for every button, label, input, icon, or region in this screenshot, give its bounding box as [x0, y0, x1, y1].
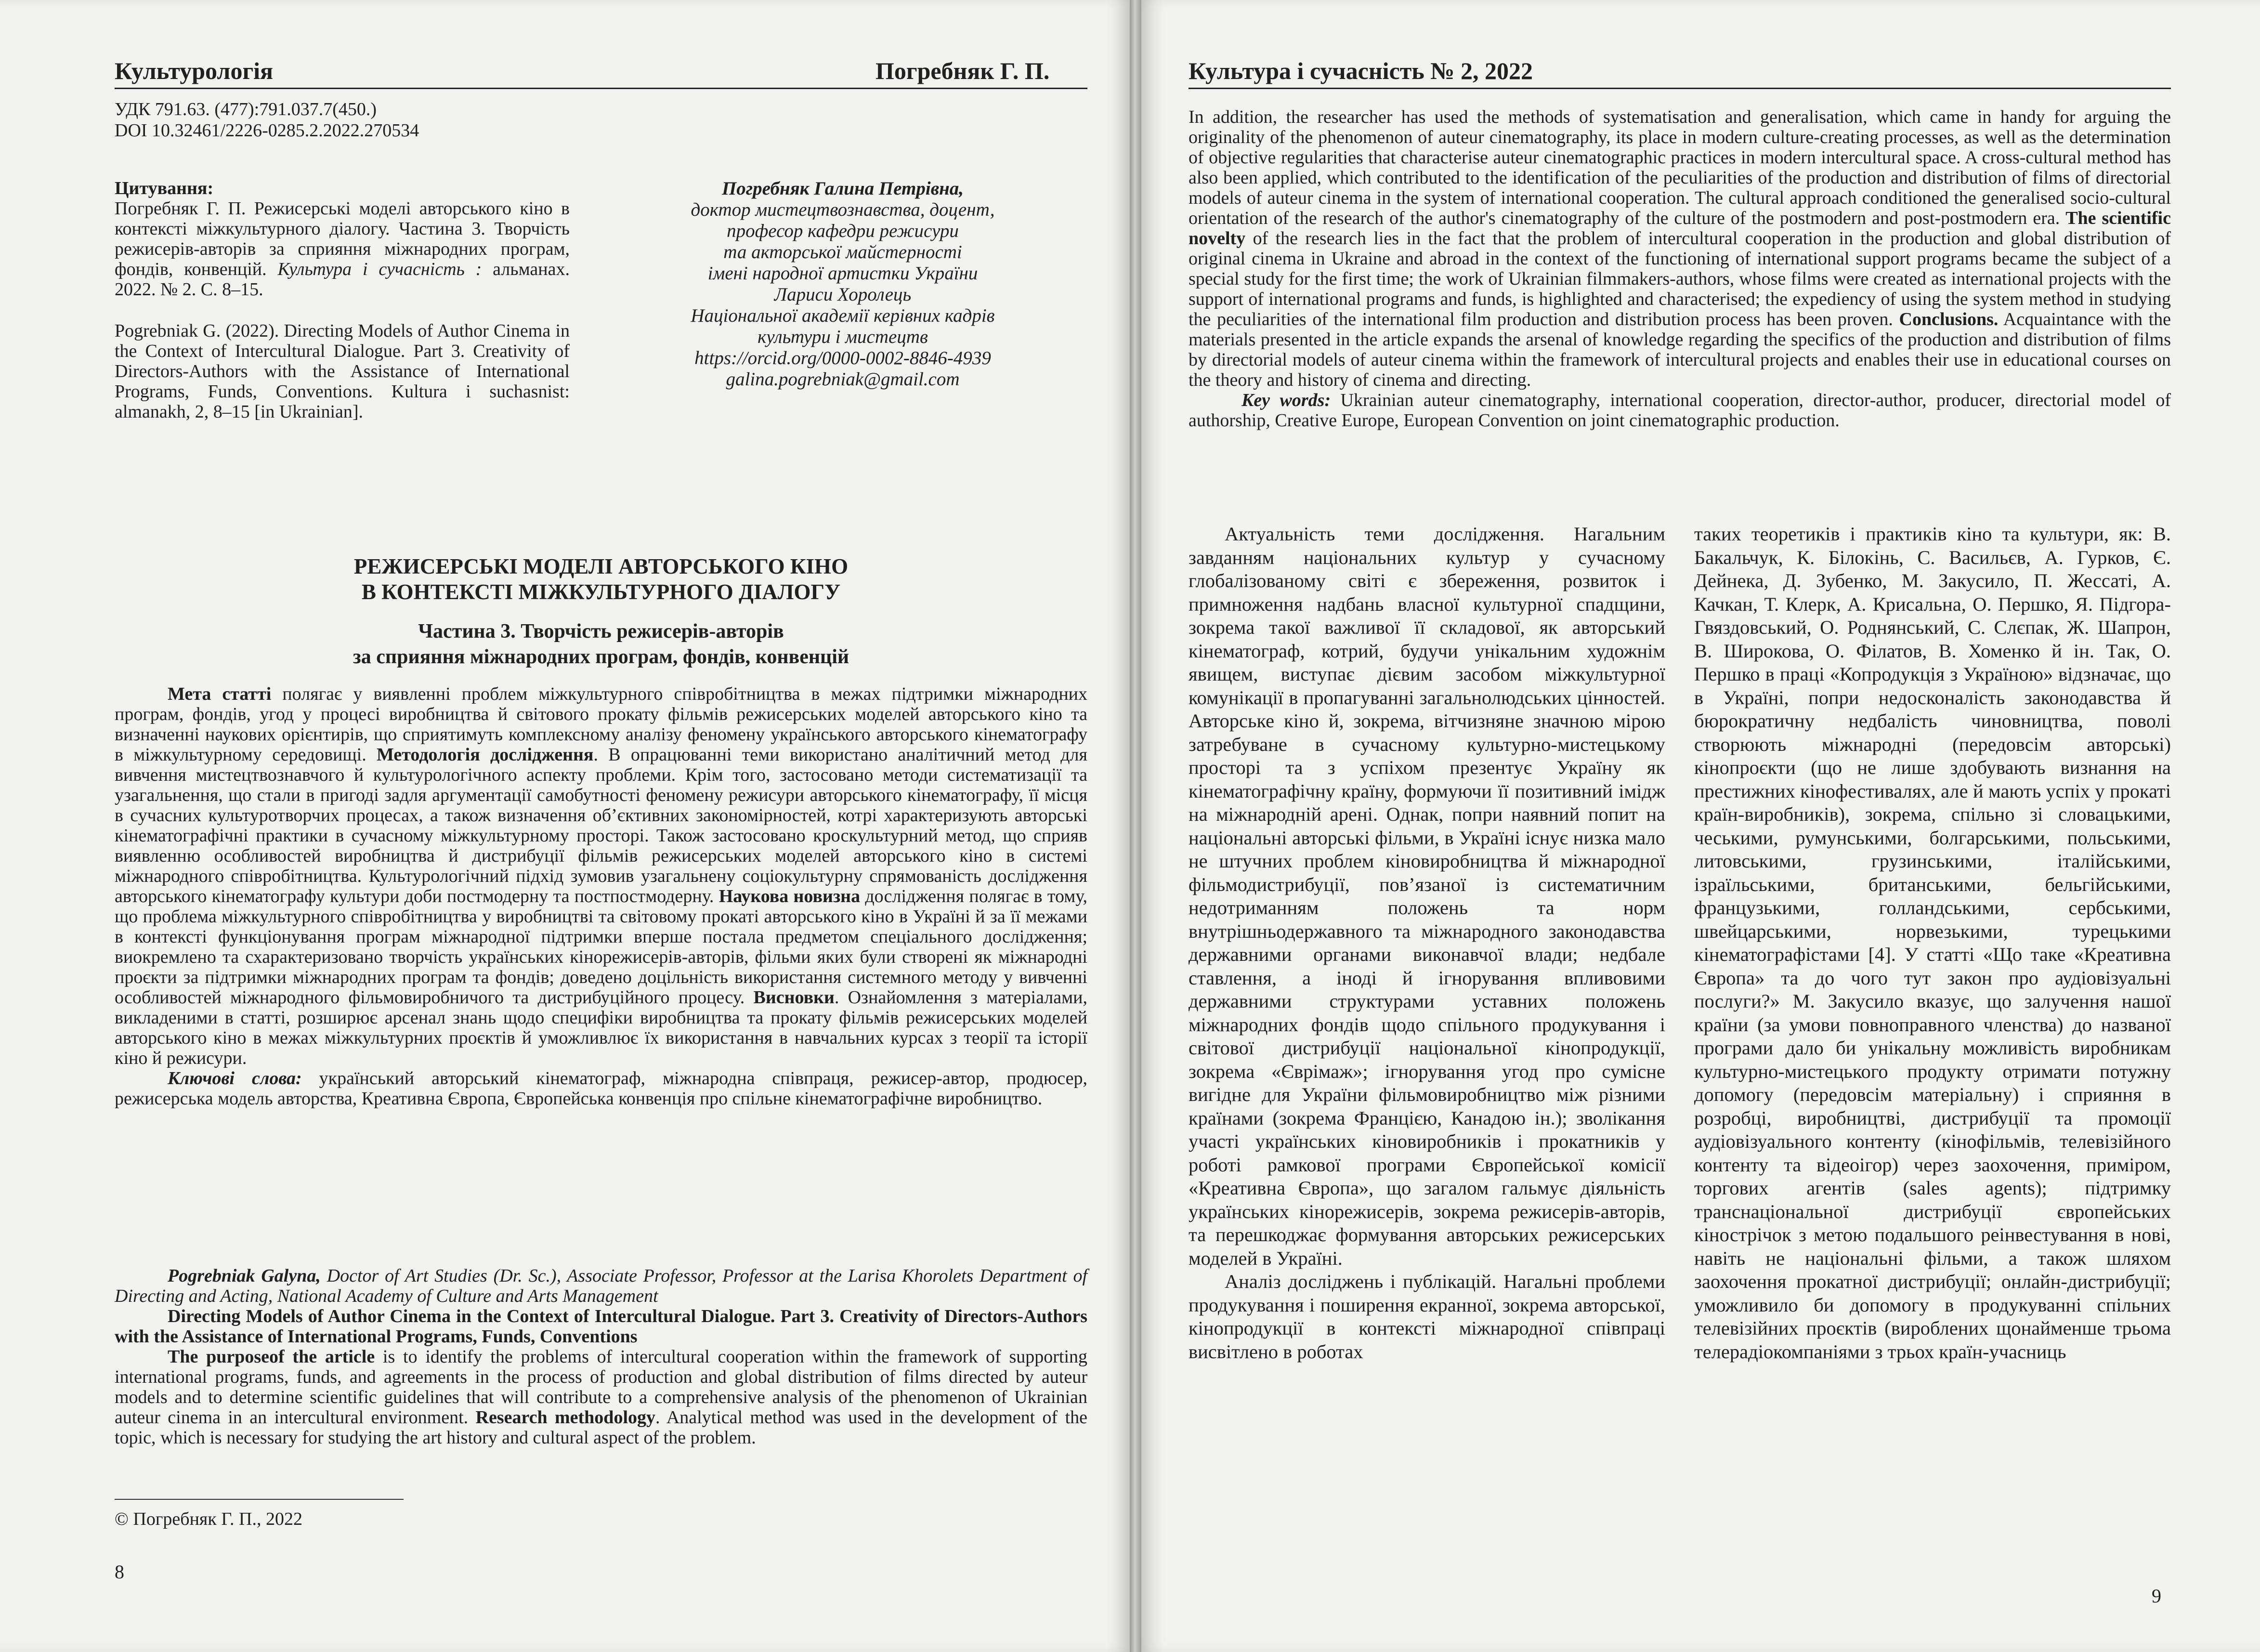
abstract-en: The purposeof the article is to identify the problems of intercultural cooperation within the framework of supporting international programs, funds, and agreements in the process of production and global distribution of films directed by auteur models and to determine scientific guidelines that will contribute to a comprehensive analysis of the phenomenon of Ukrainian auteur cinema in an intercultural environment. Research methodology. Analytical method was used in the development of the topic, which is necessary for studying the art history and cultural aspect of the problem. — [115, 1347, 1087, 1448]
footnote-rule — [115, 1499, 404, 1500]
author-line: доктор мистецтвознавства, доцент, — [691, 199, 995, 220]
copyright: © Погребняк Г. П., 2022 — [115, 1509, 303, 1529]
title-en: Directing Models of Author Cinema in the Context of Intercultural Dialogue. Part 3. Creativity of Directors-Authors with the Assistance of International Programs, Funds, Conventions — [115, 1306, 1087, 1347]
udc: УДК 791.63. (477):791.037.7(450.) — [115, 99, 377, 119]
header-rule — [1189, 88, 2171, 89]
citation-en: Pogrebniak G. (2022). Directing Models of Author Cinema in the Context of Intercultural Dialogue. Part 3. Creativity of Directors-Authors with the Assistance of International Programs, Funds, Conventions. Kultura i suchasnist: almanakh, 2, 8–15 [in Ukrainian]. — [115, 321, 570, 422]
subtitle-line: за сприяння міжнародних програм, фондів, конвенцій — [353, 646, 849, 668]
author-en: Pogrebniak Galyna, Doctor of Art Studies (Dr. Sc.), Associate Professor, Professor at the Larisa Khorolets Department of Directing and Acting, National Academy of Culture and Arts Management — [115, 1266, 1087, 1306]
page-number: 8 — [115, 1561, 124, 1583]
abstract-en-cont: In addition, the researcher has used the methods of systematisation and generalisation, which came in handy for arguing the originality of the phenomenon of auteur cinematography, its place in modern culture-creating processes, as well as the determination of objective regularities that characterise auteur cinematographic practices in modern intercultural space. A cross-cultural method has also been applied, which contributed to the identification of the peculiarities of the production and distribution of films of directorial models of auteur cinema in the system of international cooperation. The cultural approach conditioned the generalised socio-cultural orientation of the research of the author's cinematography of the culture of the postmodern and post-postmodern era. The scientific novelty of the research lies in the fact that the problem of intercultural cooperation in the production and global distribution of original cinema in Ukraine and abroad in the context of the functioning of international support programs became the subject of a special study for the first time; the work of Ukrainian filmmakers-authors, whose films were created as international projects with the support of international programs and funds, is highlighted and characterised; the expediency of using the system method in studying the peculiarities of the international film production and distribution process has been proven. Conclusions. Acquaintance with the materials presented in the article expands the arsenal of knowledge regarding the specifics of the production and distribution of films by directorial models of auteur cinema within the framework of intercultural projects and enables their use in educational courses on the theory and history of cinema and directing. Key words: Ukrainian auteur cinematography, international cooperation, director-author, producer, directorial model of authorship, Creative Europe, European Convention on joint cinematographic production. — [1189, 107, 2171, 431]
doi: DOI 10.32461/2226-0285.2.2022.270534 — [115, 120, 419, 141]
author-line: професор кафедри режисури — [727, 221, 959, 241]
body-paragraph: таких теоретиків і практиків кіно та культури, як: В. Бакальчук, К. Білокінь, С. Васильєв, А. Гурков, Є. Дейнека, Д. Зубенко, М. Закусило, П. Жессаті, А. Качкан, Т. Клерк, А. Крисальна, О. Першко, Я. Підгора-Гвяздовський, О. Роднянський, С. Слєпак, Ж. Шапрон, В. Широкова, О. Філатов, В. Хоменко й ін. Так, О. Першко в праці «Копродукція з Україною» відзначає, що в Україні, попри недосконалість законодавства й бюрократичну недбалість чиновництва, поволі створюють міжнародні (передовсім авторські) кінопроєкти (що не лише здобувають визнання на престижних кінофестивалях, але й мають успіх у прокаті країн-виробників), зокрема, спільно зі словацькими, чеськими, румунськими, болгарськими, польськими, литовськими, грузинськими, італійськими, ізраїльськими, британськими, бельгійськими, французькими, голландськими, сербськими, швейцарськими, норвезькими, турецькими кінематографістами [4]. У статті «Що таке «Креативна Європа» та до чого тут закон про аудіовізуальні послуги?» М. Закусило вказує, що залучення нашої країни (за умови повноправного членства) до названої програми дало би унікальну можливість виробникам культурно-мистецького продукту отримати потужну допомогу (передовсім матеріальну) і сприяння в розробці, виробництві, дистрибуції та промоції аудіовізуального контенту (кінофільмів, телевізійного контенту та відеоігор) через заохочення, приміром, торгових агентів (sales agents); підтримку транснаціональної дистрибуції європейських кінострічок з метою подальшого реінвестування в нові, навіть не національні фільми, а також шляхом заохочення прокатної дистрибуції; онлайн-дистрибуції; уможливило би допомогу в продукуванні спільних телевізійних проєктів (вироблених щонайменше трьома телерадіокомпаніями з трьох країн-учасниць — [1694, 523, 2171, 1363]
author-line: Національної академії керівних кадрів — [691, 305, 995, 326]
author-name: Погребняк Галина Петрівна, — [721, 178, 964, 199]
author-line: імені народної артистки України — [707, 263, 978, 284]
keywords-ua: Ключові слова: український авторський кінематограф, міжнародна співпраця, режисер-автор, продюсер, режисерська модель авторства, Креативна Європа, Європейська конвенція про спільне кінематографічне виробництво. — [115, 1068, 1088, 1109]
body-column-1 — [1189, 523, 1665, 1364]
header-rule — [115, 88, 1087, 89]
book-gutter — [1130, 0, 1141, 1652]
author-block — [602, 178, 1084, 390]
subtitle-line: Частина 3. Творчість режисерів-авторів — [418, 620, 784, 642]
author-line: Лариси Хоролець — [774, 284, 912, 305]
title-line: РЕЖИСЕРСЬКІ МОДЕЛІ АВТОРСЬКОГО КІНО — [353, 554, 849, 578]
citation-ua: Погребняк Г. П. Режисерські моделі авторського кіно в контексті міжкультурного діалогу. Частина 3. Творчість режисерів-авторів за сприяння міжнародних програм, фондів, конвенцій. Культура і сучасність : альманах. 2022. № 2. С. 8–15. — [115, 198, 570, 300]
author-orcid: https://orcid.org/0000-0002-8846-4939 — [694, 348, 991, 368]
header-journal: Культура і сучасність № 2, 2022 — [1189, 57, 1533, 84]
author-line: та акторської майстерності — [723, 242, 962, 262]
abstract-ua: Мета статті полягає у виявленні проблем міжкультурного співробітництва в межах підтримки міжнародних програм, фондів, угод у процесі виробництва й світового прокату фільмів режисерських моделей авторського кіно та визначенні наукових орієнтирів, що сприятимуть комплексному аналізу феномену українського авторського кінематографу в міжкультурному середовищі. Методологія дослідження. В опрацюванні теми використано аналітичний метод для вивчення мистецтвознавчого й культурологічного аспекту проблеми. Крім того, застосовано методи систематизації та узагальнення, що стали в пригоді задля аргументації самобутності феномену режисури авторського кінематографу, її місця в сучасних культуротворчих процесах, а також визначення об’єктивних закономірностей, котрі характеризують авторські кінематографічні практики в сучасному міжкультурному просторі. Також застосовано кроскультурний метод, що сприяв виявленню особливостей виробництва й дистрибуції фільмів режисерських моделей авторського кіно в системі міжнародного співробітництва. Культурологічний підхід зумовив узагальнену соціокультурну спрямованість дослідження авторського кінематографу культури доби постмодерну та постпостмодерну. Наукова новизна дослідження полягає в тому, що проблема міжкультурного співробітництва у виробництві та світовому прокаті авторського кіно в Україні й за її межами в контексті функціонування програм міжнародної підтримки вперше постала предметом спеціального дослідження; виокремлено та схарактеризовано творчість українських кінорежисерів-авторів, фільми яких були створені як міжнародні проєкти за підтримки міжнародних програм та фондів; доведено доцільність використання системного методу у вивченні особливостей міжнародного фільмовиробничого та дистрибуційного процесу. Висновки. Ознайомлення з матеріалами, викладеними в статті, розширює арсенал знань щодо специфіки виробництва та прокату фільмів режисерських моделей авторського кіно в межах міжкультурних проєктів й уможливлює їх використання в навчальних курсах з теорії та історії кіно й режисури. Ключові слова: український авторський кінематограф, міжнародна співпраця, режисер-автор, продюсер, режисерська модель авторства, Креативна Європа, Європейська конвенція про спільне кінематографічне виробництво. — [115, 684, 1088, 1109]
author-line: культури і мистецтв — [758, 327, 928, 347]
article-subtitle — [115, 619, 1087, 670]
author-email: galina.pogrebniak@gmail.com — [726, 369, 960, 390]
header-author: Погребняк Г. П. — [875, 57, 1050, 84]
title-line: В КОНТЕКСТІ МІЖКУЛЬТУРНОГО ДІАЛОГУ — [361, 580, 841, 604]
header-section: Культурологія — [115, 57, 274, 84]
udc-block — [115, 99, 419, 141]
keywords-en: Key words: Ukrainian auteur cinematography, international cooperation, director-author, producer, directorial model of authorship, Creative Europe, European Convention on joint cinematographic production. — [1189, 390, 2171, 431]
page-number: 9 — [2152, 1585, 2161, 1607]
right-page — [1141, 0, 2260, 1652]
article-title — [115, 554, 1087, 605]
body-paragraph: Аналіз досліджень і публікацій. Нагальні проблеми продукування і поширення екранної, зокрема авторської, кінопродукції в контексті міжнародної співпраці висвітлено в роботах — [1189, 1271, 1665, 1363]
citation-label: Цитування: — [115, 178, 214, 198]
abstract-en-block — [115, 1266, 1087, 1448]
citation-block — [115, 178, 570, 422]
body-paragraph: Актуальність теми дослідження. Нагальним завданням національних культур у сучасному глобалізованому світі є збереження, розвиток і примноження надбань власної культурної спадщини, зокрема такої важливої її складової, як авторський кінематограф, котрий, будучи унікальним художнім явищем, виступає дієвим засобом міжкультурної комунікації в пропагуванні загальнолюдських цінностей. Авторське кіно й, зокрема, вітчизняне значною мірою затребуване в сучасному культурно-мистецькому просторі та з успіхом презентує Україну як кінематографічну країну, формуючи її позитивний імідж на міжнародній арені. Однак, попри наявний попит на національні авторські фільми, в Україні існує низка мало не штучних проблем кіновиробництва й міжнародної фільмодистрибуції, пов’язаної із систематичним недотриманням положень та норм внутрішньодержавного та міжнародного законодавства державними органами виконавчої влади; недбале ставлення, а іноді й ігнорування впливовими державними структурами уставних положень міжнародних фондів щодо спільного продукування і світової дистрибуції національної кінопродукції, зокрема «Єврімаж»; ігнорування угод про сумісне вигідне для України фільмовиробництво між різними країнами (зокрема Францією, Канадою ін.); зволікання участі українських кіновиробників і прокатників у роботі рамкової програми Європейської комісії «Креативна Європа», що загалом гальмує діяльність українських кінорежисерів, зокрема режисерів-авторів, та перешкоджає формування авторських режисерських моделей в Україні. — [1189, 523, 1665, 1269]
body-column-2 — [1694, 523, 2171, 1364]
